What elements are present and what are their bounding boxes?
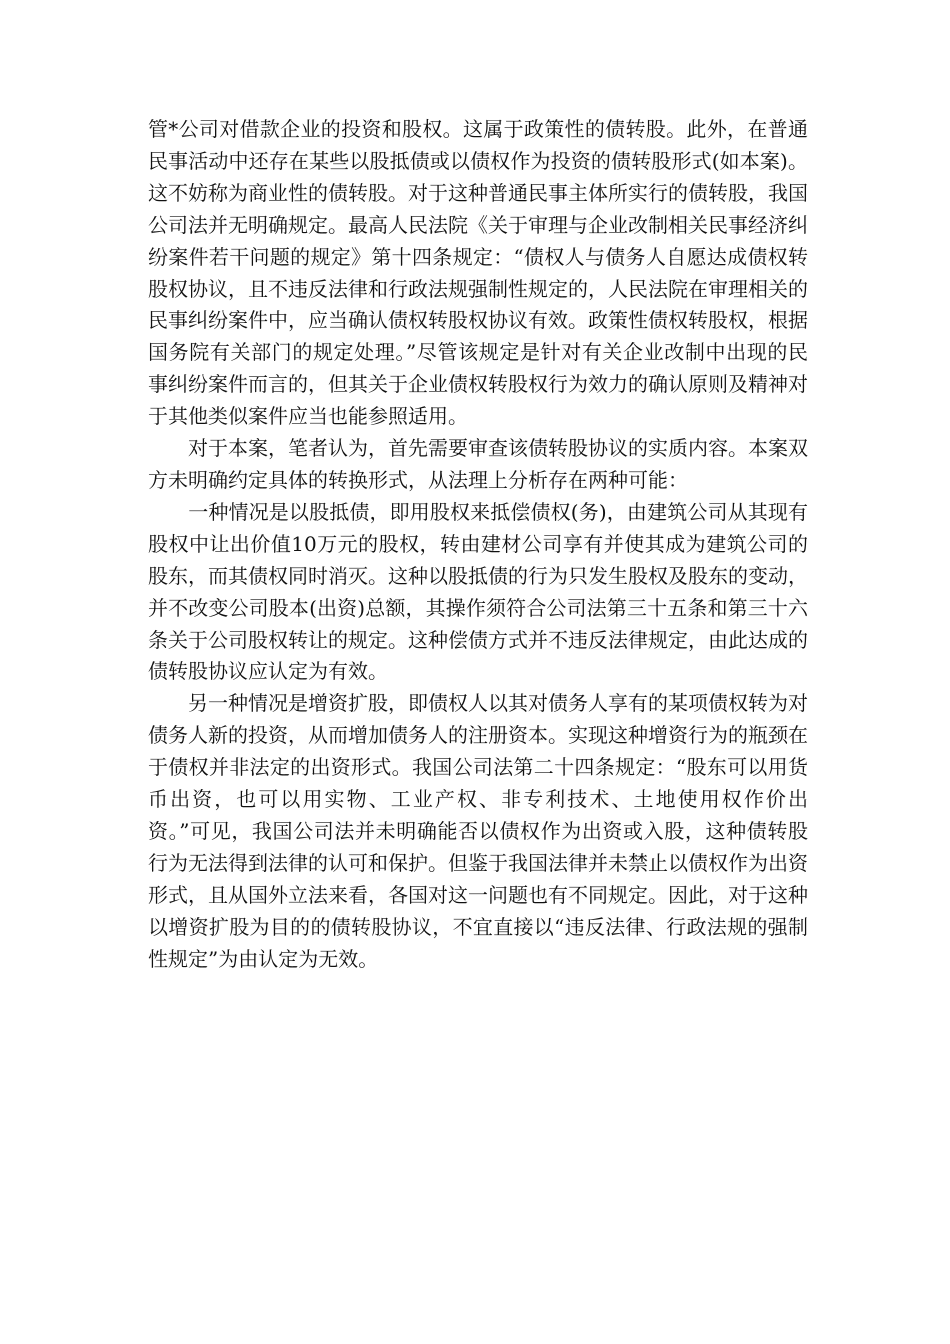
paragraph: 对于本案，笔者认为，首先需要审查该债转股协议的实质内容。本案双方未明确约定具体的转换形式，从法理上分析存在两种可能：	[148, 436, 808, 492]
paragraph: 另一种情况是增资扩股，即债权人以其对债务人享有的某项债权转为对债务人新的投资，从而增加债务人的注册资本。实现这种增资行为的瓶颈在于债权并非法定的出资形式。我国公司法第二十四条规定：“股东可以用货币出资，也可以用实物、工业产权、非专利技术、土地使用权作价出资。”可见，我国公司法并未明确能否以债权作为出资或入股，这种债转股行为无法得到法律的认可和保护。但鉴于我国法律并未禁止以债权作为出资形式，且从国外立法来看，各国对这一问题也有不同规定。因此，对于这种以增资扩股为目的的债转股协议，不宜直接以“违反法律、行政法规的强制性规定”为由认定为无效。	[148, 691, 808, 971]
paragraph: 管*公司对借款企业的投资和股权。这属于政策性的债转股。此外，在普通民事活动中还存在某些以股抵债或以债权作为投资的债转股形式(如本案)。这不妨称为商业性的债转股。对于这种普通民事主体所实行的债转股，我国公司法并无明确规定。最高人民法院《关于审理与企业改制相关民事经济纠纷案件若干问题的规定》第十四条规定：“债权人与债务人自愿达成债权转股权协议，且不违反法律和行政法规强制性规定的，人民法院在审理相关的民事纠纷案件中，应当确认债权转股权协议有效。政策性债权转股权，根据国务院有关部门的规定处理。”尽管该规定是针对有关企业改制中出现的民事纠纷案件而言的，但其关于企业债权转股权行为效力的确认原则及精神对于其他类似案件应当也能参照适用。	[148, 117, 808, 429]
paragraph: 一种情况是以股抵债，即用股权来抵偿债权(务)，由建筑公司从其现有股权中让出价值10万元的股权，转由建材公司享有并使其成为建筑公司的股东，而其债权同时消灭。这种以股抵债的行为只发生股权及股东的变动，并不改变公司股本(出资)总额，其操作须符合公司法第三十五条和第三十六条关于公司股权转让的规定。这种偿债方式并不违反法律规定，由此达成的债转股协议应认定为有效。	[148, 499, 808, 684]
document-body	[148, 114, 808, 975]
